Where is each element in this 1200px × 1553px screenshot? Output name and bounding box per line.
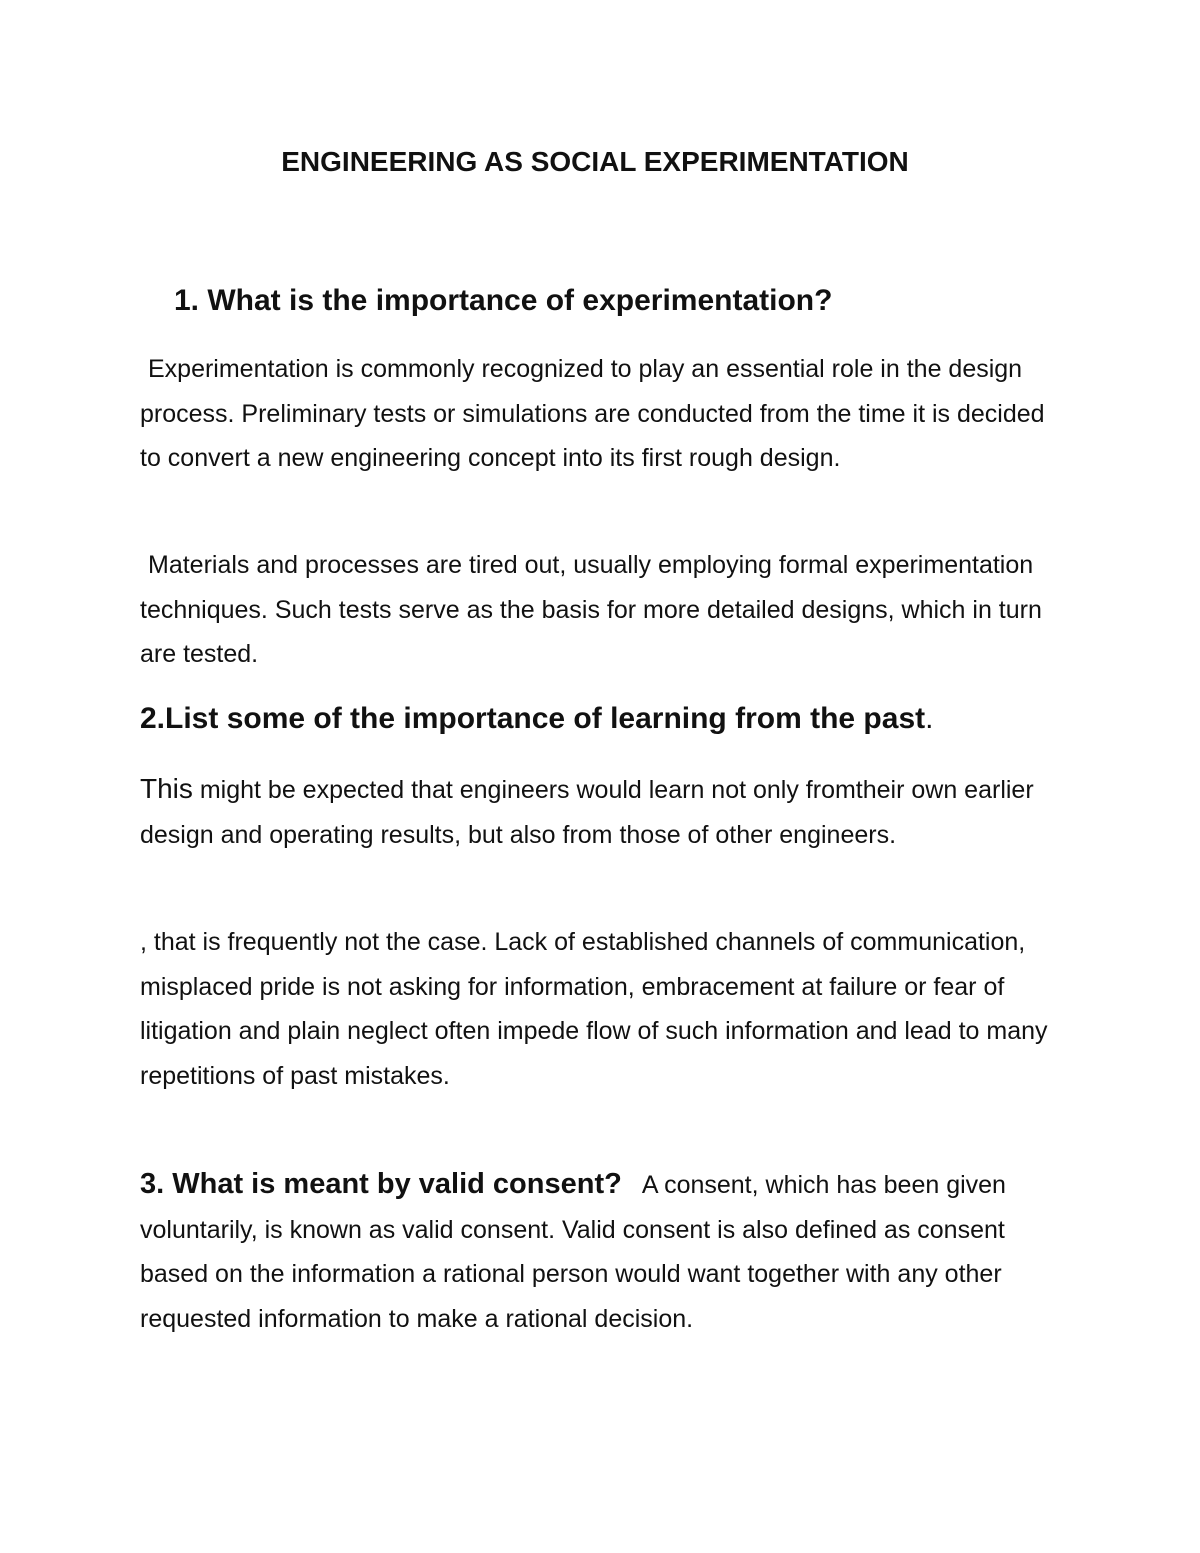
question-2-paragraph-1-first-word: This	[140, 773, 193, 804]
question-2-paragraph-1-text: might be expected that engineers would learn not only fromtheir own earlier design and operating results, but also from those of other engineers.	[140, 776, 1034, 849]
question-1-paragraph-2-text: Materials and processes are tired out, usually employing formal experimentation techniques. Such tests serve as the basis for more detailed designs, which in turn are tested.	[140, 551, 1042, 668]
question-1-paragraph-2	[140, 543, 1070, 677]
question-2-heading-period: .	[925, 702, 934, 735]
question-2-paragraph-2: , that is frequently not the case. Lack of established channels of communication, misplaced pride is not asking for information, embracement at failure or fear of litigation and plain neglect often impede flow of such information and lead to many repetitions of past mistakes.	[140, 928, 1048, 1090]
question-1-paragraph-1-text: Experimentation is commonly recognized to play an essential role in the design process. Preliminary tests or simulations are conducted from the time it is decided to convert a new engineering concept into its first rough design.	[140, 355, 1045, 472]
question-1-heading: 1. What is the importance of experimentation?	[174, 284, 833, 317]
question-2-paragraph-1	[140, 767, 1070, 857]
question-1-paragraph-1	[140, 347, 1070, 481]
question-3-heading: 3. What is meant by valid consent?	[140, 1168, 622, 1200]
question-3-answer: A consent, which has been given voluntarily, is known as valid consent. Valid consent is also defined as consent based on the information a rational person would want together with any other requested information to make a rational decision.	[140, 1171, 1006, 1333]
question-2-heading-text: 2.List some of the importance of learning from the past	[140, 702, 926, 735]
question-3-block	[140, 1162, 1070, 1341]
document-title: ENGINEERING AS SOCIAL EXPERIMENTATION	[281, 146, 909, 177]
question-2-heading	[140, 702, 933, 736]
